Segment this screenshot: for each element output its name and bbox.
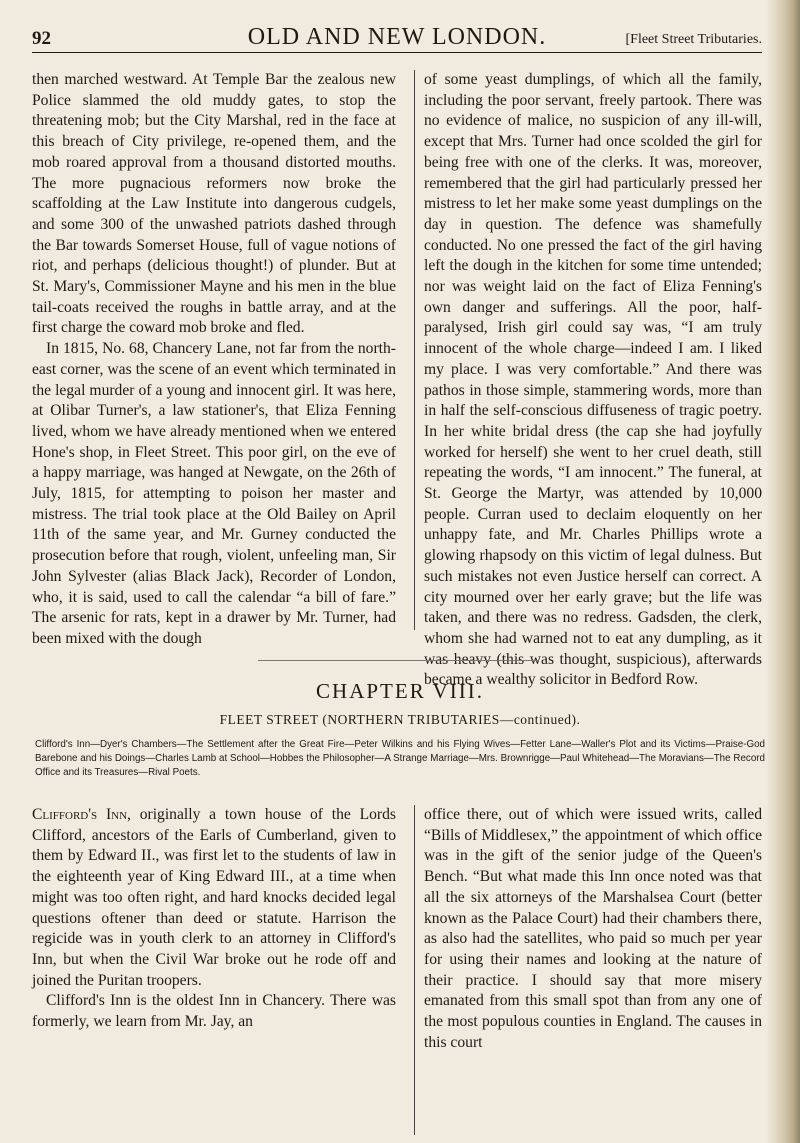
paragraph-text: originally a town house of the Lords Clifford, ancestors of the Earls of Cumberland, given to them by Edward II., was first let to the students of law in the eighteenth year of King Edward III., at a time when might was too often right, and hard knocks decided legal questions oftener than deed or statute. Harrison the regicide was in youth clerk to an attorney in Clifford's Inn, but when the Civil War broke out he rode off and joined the Puritan troopers. [32, 806, 396, 989]
page-header [32, 22, 762, 52]
upper-right-column [424, 70, 762, 691]
upper-left-column [32, 70, 396, 650]
chapter-separator [258, 660, 538, 661]
paragraph: In 1815, No. 68, Chancery Lane, not far from the north-east corner, was the scene of an event which terminated in the legal murder of a young and innocent girl. It was here, at Olibar Turner's, a law stationer's, that Eliza Fenning lived, whom we have already mentioned when we entered Hone's shop, in Fleet Street. This poor girl, on the eve of a happy marriage, was hanged at Newgate, on the 26th of July, 1815, for attempting to poison her master and mistress. The trial took place at the Old Bailey on April 11th of the same year, and Mr. Gurney conducted the prosecution before that rough, violent, unfeeling man, Sir John Sylvester (alias Black Jack), Recorder of London, who, it is said, used to call the calendar “a bill of fare.” The arsenic for rats, kept in a drawer by Mr. Turner, had been mixed with the dough [32, 340, 396, 647]
lower-right-column [424, 805, 762, 1053]
lead-words: Clifford's Inn, [32, 806, 131, 823]
paragraph [32, 805, 396, 991]
chapter-subtitle: FLEET STREET (NORTHERN TRIBUTARIES—continued). [219, 712, 581, 727]
page-edge-shadow [766, 0, 800, 1143]
header-rule [32, 52, 762, 53]
column-divider [414, 805, 415, 1135]
lower-left-column [32, 805, 396, 1033]
running-title: OLD AND NEW LONDON. [247, 24, 547, 50]
section-title: [Fleet Street Tributaries. [625, 32, 762, 47]
paragraph: then marched westward. At Temple Bar the zealous new Police slammed the old muddy gates, to stop the threatening mob; but the City Marshal, red in the face at this breach of City privilege, re-opened them, and the mob roared approval from a thousand distorted mouths. The more pugnacious reformers now broke the scaffolding at the Law Institute into dangerous cudgels, and some 300 of the unwashed patriots dashed through the Bar towards Somerset House, full of vague notions of riot, and perhaps (delicious thought!) of plunder. But at St. Mary's, Commissioner Mayne and his men in the blue tail-coats received the roughs in battle array, and at the first charge the coward mob broke and fled. [32, 71, 396, 337]
paragraph: of some yeast dumplings, of which all the family, including the poor servant, freely partook. There was no evidence of malice, no suspicion of any ill-will, except that Mrs. Turner had once scolded the girl for being free with one of the clerks. It was, moreover, remembered that the girl had particularly pressed her mistress to let her make some yeast dumplings on the day in question. The defence was shamefully conducted. No one pressed the fact of the girl having left the dough in the kitchen for some time untended; nor was weight laid on the fact of Eliza Fenning's own danger and sufferings. All the poor, half-paralysed, Irish girl could say was, “I am truly innocent of the whole charge—indeed I am. I liked my place. I was very comfortable.” And there was pathos in those simple, stammering words, more than in half the self-conscious diffuseness of tragic poetry. In her white bridal dress (the cap she had joyfully worked for herself) she went to her cruel death, still repeating the words, “I am innocent.” The funeral, at St. George the Martyr, was attended by 10,000 people. Curran used to declaim eloquently on her unhappy fate, and Mr. Charles Phillips wrote a glowing rhapsody on this victim of legal dulness. But such mistakes not even Justice herself can correct. A city mourned over her early grave; but the life was taken, and there was no redress. Gadsden, the clerk, whom she had warned not to eat any dumpling, as it was heavy (this was thought, suspicious), afterwards became a wealthy solicitor in Bedford Row. [424, 71, 762, 689]
chapter-contents: Clifford's Inn—Dyer's Chambers—The Settlement after the Great Fire—Peter Wilkins and his Flying Wives—Fetter Lane—Waller's Plot and its Victims—Praise-God Barebone and his Doings—Charles Lamb at School—Hobbes the Philosopher—A Strange Marriage—Mrs. Brownrigge—Paul Whitehead—The Moravians—The Record Office and its Treasures—Rival Poets. [35, 739, 765, 778]
paragraph: office there, out of which were issued writs, called “Bills of Middlesex,” the appointment of which office was in the gift of the senior judge of the Queen's Bench. “But what made this Inn once noted was that all the six attorneys of the Marshalsea Court (better known as the Palace Court) had their chambers there, as also had the satellites, who paid so much per year for using their names and looking at the nature of their practice. I should say that more misery emanated from this small spot than from any one of the most populous counties in England. The causes in this court [424, 806, 762, 1051]
page-number: 92 [32, 28, 51, 49]
chapter-heading: CHAPTER VIII. [316, 679, 484, 703]
paragraph: Clifford's Inn is the oldest Inn in Chancery. There was formerly, we learn from Mr. Jay, an [32, 992, 396, 1031]
column-divider [414, 70, 415, 630]
